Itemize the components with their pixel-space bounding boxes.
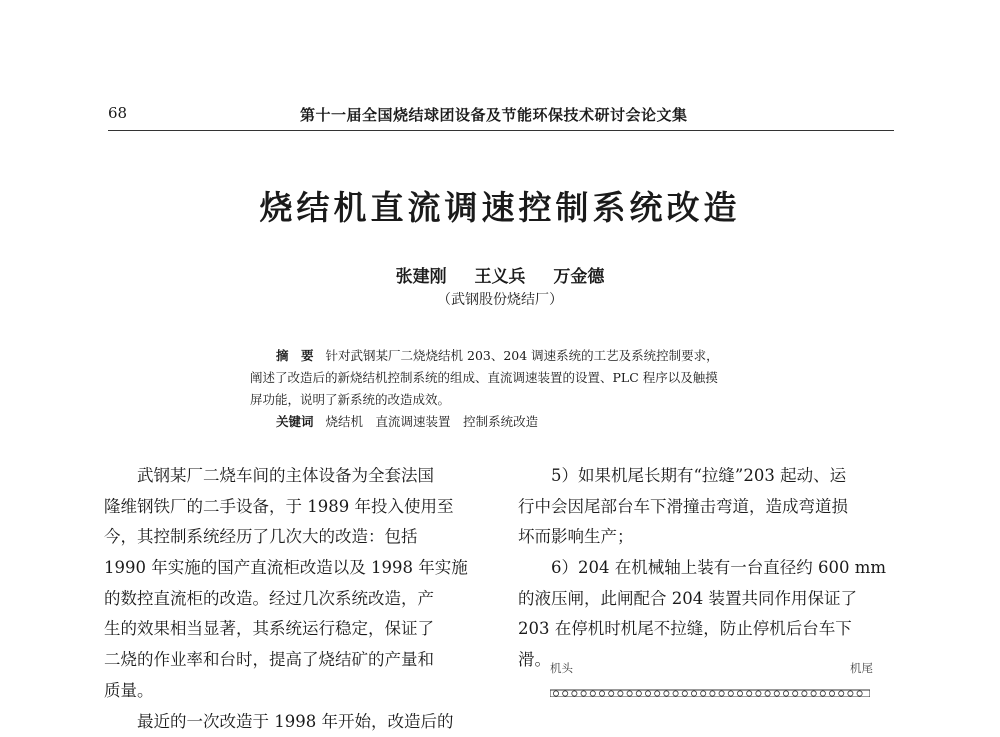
pallet-wheel: [673, 691, 678, 696]
paragraph-line: 滑。: [518, 645, 900, 676]
pallet-wheel: [747, 691, 752, 696]
author-list: [0, 262, 1000, 287]
abstract-line: 屏功能，说明了新系统的改造成效。: [250, 389, 770, 411]
affiliation: （武钢股份烧结厂）: [0, 289, 1000, 309]
paragraph-line: 的液压闸，此闸配合 204 装置共同作用保证了: [518, 584, 900, 615]
pallet-wheel: [590, 691, 595, 696]
paragraph-line: 6）204 在机械轴上装有一台直径约 600 mm: [518, 553, 900, 584]
abstract: [250, 345, 770, 433]
pallet-wheel: [618, 691, 623, 696]
paragraph-line: 1990 年实施的国产直流柜改造以及 1998 年实施: [104, 553, 486, 584]
pallet-wheel: [682, 691, 687, 696]
figure-label-head: 机头: [550, 660, 573, 676]
pallet-wheel: [774, 691, 779, 696]
pallet-wheel: [581, 691, 586, 696]
pallet-chain-drawing: [550, 686, 870, 697]
abstract-line: [250, 345, 770, 367]
pallet-wheel: [664, 691, 669, 696]
paragraph-line: 武钢某厂二烧车间的主体设备为全套法国: [104, 461, 486, 492]
paragraph-line: 行中会因尾部台车下滑撞击弯道，造成弯道损: [518, 492, 900, 523]
paragraph-line: 最近的一次改造于 1998 年开始，改造后的: [104, 707, 486, 737]
author-name: 王义兵: [475, 267, 526, 287]
pallet-wheel: [701, 691, 706, 696]
pallet-wheel: [756, 691, 761, 696]
author-name: 万金德: [553, 267, 604, 287]
pallet-wheel: [655, 691, 660, 696]
paragraph-line: 今，其控制系统经历了几次大的改造：包括: [104, 522, 486, 553]
paragraph-line: 二烧的作业率和台时，提高了烧结矿的产量和: [104, 645, 486, 676]
pallet-wheel: [857, 691, 862, 696]
pallet-wheel: [848, 691, 853, 696]
pallet-wheel: [645, 691, 650, 696]
abstract-line: 阐述了改造后的新烧结机控制系统的组成、直流调速装置的设置、PLC 程序以及触摸: [250, 367, 770, 389]
paragraph-line: 坏而影响生产；: [518, 522, 900, 553]
keywords-label: 关键词: [276, 414, 314, 429]
paragraph-line: 的数控直流柜的改造。经过几次系统改造，产: [104, 584, 486, 615]
pallet-wheel: [811, 691, 816, 696]
running-header: 第十一届全国烧结球团设备及节能环保技术研讨会论文集: [300, 104, 688, 125]
pallet-wheel: [691, 691, 696, 696]
keyword: 烧结机: [326, 414, 364, 429]
paper-title: 烧结机直流调速控制系统改造: [0, 182, 1000, 229]
keywords-line: [250, 411, 770, 433]
pallet-wheel: [599, 691, 604, 696]
paragraph-line: 5）如果机尾长期有“拉缝”203 起动、运: [518, 461, 900, 492]
body-right-column: [518, 461, 900, 676]
figure-label-tail: 机尾: [850, 660, 873, 676]
keyword: 直流调速装置: [376, 414, 451, 429]
paragraph-line: 203 在停机时机尾不拉缝，防止停机后台车下: [518, 614, 900, 645]
author-name: 张建刚: [396, 267, 447, 287]
pallet-wheel: [636, 691, 641, 696]
pallet-wheel: [627, 691, 632, 696]
abstract-text: 针对武钢某厂二烧烧结机 203、204 调速系统的工艺及系统控制要求，: [326, 348, 719, 363]
pallet-wheel: [783, 691, 788, 696]
paragraph-line: 隆维钢铁厂的二手设备，于 1989 年投入使用至: [104, 492, 486, 523]
pallet-wheel: [553, 691, 558, 696]
pallet-wheel: [737, 691, 742, 696]
pallet-wheel: [839, 691, 844, 696]
pallet-wheel: [563, 691, 568, 696]
abstract-label: 摘 要: [276, 348, 314, 363]
pallet-wheel: [710, 691, 715, 696]
pallet-wheel: [765, 691, 770, 696]
header-rule: [108, 130, 894, 131]
paragraph-line: 质量。: [104, 676, 486, 707]
pallet-wheel: [820, 691, 825, 696]
body-left-column: [104, 461, 486, 737]
paragraph-line: 生的效果相当显著，其系统运行稳定，保证了: [104, 614, 486, 645]
pallet-wheel: [829, 691, 834, 696]
sinter-machine-figure: [520, 660, 900, 697]
pallet-wheel: [609, 691, 614, 696]
keyword: 控制系统改造: [463, 414, 538, 429]
page-number: 68: [108, 104, 127, 122]
pallet-wheel: [572, 691, 577, 696]
pallet-wheel: [793, 691, 798, 696]
pallet-wheel: [728, 691, 733, 696]
pallet-wheel: [719, 691, 724, 696]
pallet-wheel: [802, 691, 807, 696]
